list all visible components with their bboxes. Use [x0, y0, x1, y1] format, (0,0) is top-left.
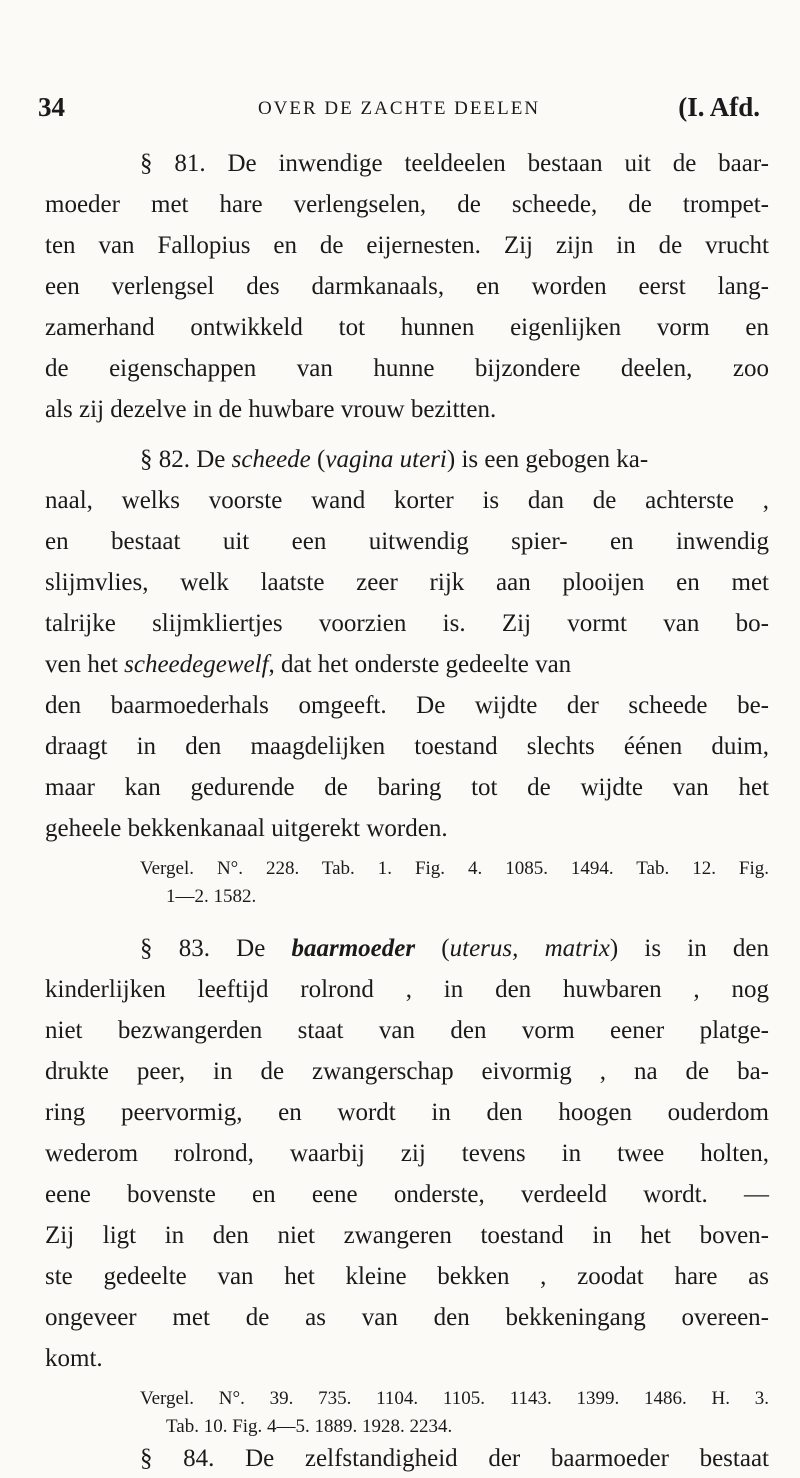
text-line: geheele bekkenkanaal uitgerekt worden. [45, 815, 448, 842]
text-run: ven het [45, 651, 125, 678]
text-line [45, 648, 769, 682]
text-line: slijmvlies, welk laatste zeer rijk aan plooijen en met [45, 569, 769, 596]
text-line: zamerhand ontwikkeld tot hunnen eigenlijken vorm en [45, 314, 769, 341]
text-line: en bestaat uit een uitwendig spier- en inwendig [45, 528, 769, 555]
text-line: § 84. De zelfstandigheid der baarmoeder bestaat [140, 1445, 769, 1472]
text-run: ( [310, 446, 326, 473]
text-line: niet bezwangerden staat van den vorm eener platge- [45, 1017, 769, 1044]
text-run: ) is in den [609, 935, 769, 962]
text-line: eene bovenste en eene onderste, verdeeld wordt. — [45, 1181, 769, 1208]
page-header [38, 92, 760, 132]
text-line [140, 443, 769, 477]
reference-line: 1—2. 1582. [166, 886, 257, 907]
text-line: ten van Fallopius en de eijernesten. Zij zijn in de vrucht [45, 232, 769, 259]
text-line: ste gedeelte van het kleine bekken , zoodat hare as [45, 1263, 769, 1290]
text-line: als zij dezelve in de huwbare vrouw bezitten. [45, 396, 497, 423]
text-line: ring peervormig, en wordt in den hoogen ouderdom [45, 1099, 769, 1126]
text-line: § 81. De inwendige teeldeelen bestaan uit de baar- [140, 150, 769, 177]
text-line: naal, welks voorste wand korter is dan de achterste , [45, 487, 769, 514]
italic-term: vagina uteri [325, 446, 447, 473]
page-number: 34 [38, 92, 65, 122]
italic-term: scheedegewelf [124, 651, 269, 678]
text-run: ) is een gebogen ka- [446, 446, 649, 473]
text-line: drukte peer, in de zwangerschap eivormig , na de ba- [45, 1058, 769, 1085]
italic-term: scheede [231, 446, 311, 473]
text-run: , dat het onderste gedeelte van [268, 651, 572, 678]
running-title: OVER DE ZACHTE DEELEN [257, 98, 541, 119]
text-line: moeder met hare verlengselen, de scheede, de trompet- [45, 191, 769, 218]
reference-line: Vergel. N°. 228. Tab. 1. Fig. 4. 1085. 1494. Tab. 12. Fig. [140, 858, 769, 879]
text-line: talrijke slijmkliertjes voorzien is. Zij vormt van bo- [45, 610, 769, 637]
text-line: kinderlijken leeftijd rolrond , in den huwbaren , nog [45, 976, 769, 1003]
section-label: (I. Afd. [678, 92, 760, 122]
text-line: ongeveer met de as van den bekkeningang overeen- [45, 1304, 769, 1331]
text-line: Zij ligt in den niet zwangeren toestand in het boven- [45, 1222, 769, 1249]
italic-term: uterus, matrix [449, 935, 610, 962]
text-run: § 83. De [140, 935, 292, 962]
reference-line: Tab. 10. Fig. 4—5. 1889. 1928. 2234. [166, 1416, 453, 1437]
text-line: wederom rolrond, waarbij zij tevens in twee holten, [45, 1140, 769, 1167]
reference-line: Vergel. N°. 39. 735. 1104. 1105. 1143. 1399. 1486. H. 3. [140, 1388, 769, 1409]
text-run: § 82. De [140, 446, 232, 473]
text-line: komt. [45, 1345, 103, 1372]
text-line: een verlengsel des darmkanaals, en worden eerst lang- [45, 273, 769, 300]
text-run: ( [415, 935, 450, 962]
text-line [140, 932, 769, 966]
text-line: den baarmoederhals omgeeft. De wijdte der scheede be- [45, 692, 769, 719]
text-line: de eigenschappen van hunne bijzondere deelen, zoo [45, 355, 769, 382]
text-line: draagt in den maagdelijken toestand slechts éénen duim, [45, 733, 769, 760]
italic-term: baarmoeder [291, 935, 416, 962]
text-line: maar kan gedurende de baring tot de wijdte van het [45, 774, 769, 801]
